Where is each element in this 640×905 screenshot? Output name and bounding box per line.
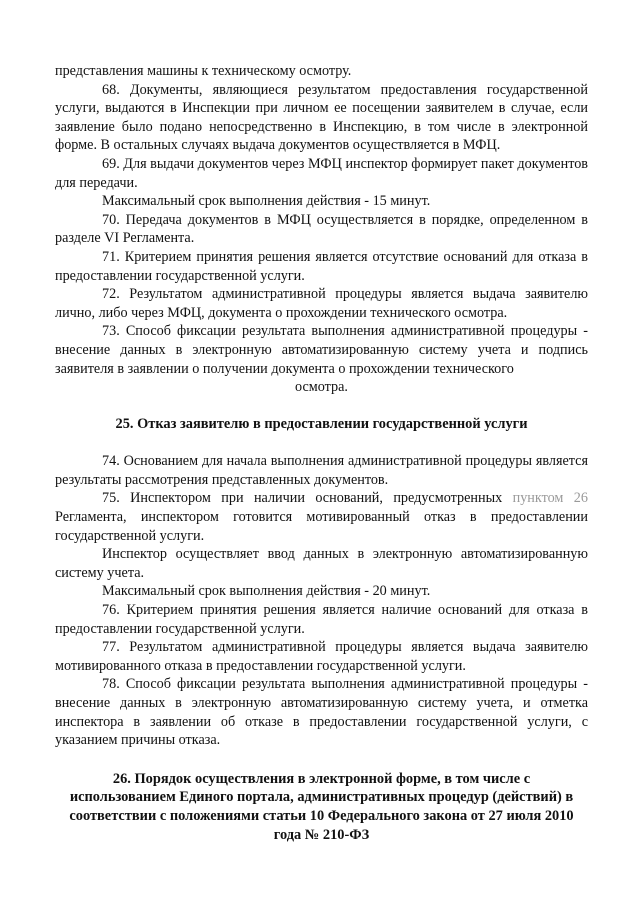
- paragraph-69: 69. Для выдачи документов через МФЦ инспектор формирует пакет документов для передачи.: [55, 155, 588, 191]
- paragraph-74: 74. Основанием для начала выполнения административной процедуры является результаты рассмотрения представленных документов.: [55, 453, 588, 488]
- paragraph-75-time: Максимальный срок выполнения действия - 20 минут.: [102, 583, 431, 600]
- section-heading-26: 26. Порядок осуществления в электронной форме, в том числе с использованием Единого портала, административных процедур (действий) в соответствии с положениями статьи 10 Федерального закона от 27 июля 2010 года № 210-ФЗ: [69, 770, 574, 843]
- paragraph-75-input: Инспектор осуществляет ввод данных в электронную автоматизированную систему учета.: [55, 546, 588, 581]
- paragraph-71: 71. Критерием принятия решения является отсутствие оснований для отказа в предоставлении государственной услуги.: [55, 248, 588, 284]
- paragraph-70: 70. Передача документов в МФЦ осуществляется в порядке, определенном в разделе VI Регламента.: [55, 211, 588, 247]
- paragraph-75-rest: Регламента, инспектором готовится мотивированный отказ в предоставлении государственной услуги.: [55, 509, 588, 544]
- paragraph-69-time: Максимальный срок выполнения действия - 15 минут.: [102, 193, 431, 210]
- paragraph-77: 77. Результатом административной процедуры является выдача заявителю мотивированного отказа в предоставлении государственной услуги.: [55, 639, 588, 674]
- section-heading-25: 25. Отказ заявителю в предоставлении государственной услуги: [115, 415, 528, 432]
- paragraph-72: 72. Результатом административной процедуры является выдача заявителю лично, либо через МФЦ, документа о прохождении технического осмотра.: [55, 286, 588, 321]
- paragraph-continuation: представления машины к техническому осмотру.: [55, 63, 352, 79]
- paragraph-76: 76. Критерием принятия решения является наличие оснований для отказа в предоставлении государственной услуги.: [55, 602, 588, 637]
- paragraph-68: 68. Документы, являющиеся результатом предоставления государственной услуги, выдаются в Инспекции при личном ее посещении заявителем в случае, если заявление было подано непосредственно в Инспекцию, в том числе в электронной форме. В остальных случаях выдача документов осуществляется в МФЦ.: [55, 81, 588, 154]
- paragraph-73-end: осмотра.: [295, 379, 348, 396]
- paragraph-78: 78. Способ фиксации результата выполнения административной процедуры - внесение данных в электронную автоматизированную систему учета, и отметка инспектора в заявлении об отказе в предоставлении государственной услуги, с указанием причины отказа.: [55, 676, 588, 749]
- paragraph-75-link[interactable]: пунктом 26: [512, 490, 588, 507]
- paragraph-73: 73. Способ фиксации результата выполнения административной процедуры - внесение данных в электронную автоматизированную систему учета и подпись заявителя в заявлении о получении документа о прохождении технического: [55, 323, 588, 377]
- paragraph-75-start: 75. Инспектором при наличии оснований, предусмотренных: [102, 490, 503, 507]
- paragraph-75: [55, 489, 588, 545]
